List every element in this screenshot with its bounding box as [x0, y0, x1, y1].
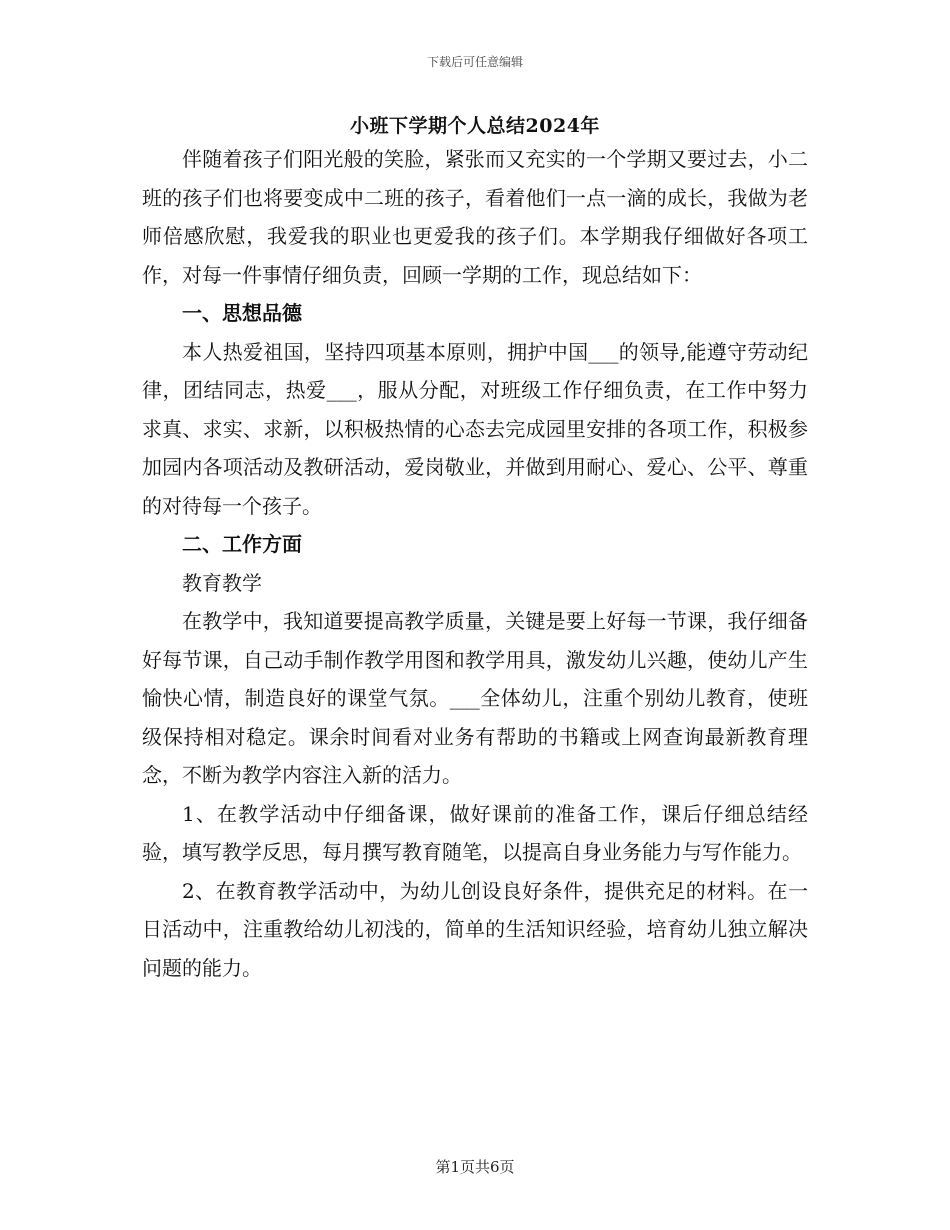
intro-paragraph: 伴随着孩子们阳光般的笑脸，紧张而又充实的一个学期又要过去，小二班的孩子们也将要变成中二班的孩子，看着他们一点一滴的成长，我做为老师倍感欣慰，我爱我的职业也更爱我的孩子们。本学期我仔细做好各项工作，对每一件事情仔细负责，回顾一学期的工作，现总结如下： — [142, 147, 808, 287]
ethics-paragraph: 本人热爱祖国，坚持四项基本原则，拥护中国___的领导,能遵守劳动纪律，团结同志，热爱___，服从分配，对班级工作仔细负责，在工作中努力求真、求实、求新，以积极热情的心态去完成园里安排的各项工作，积极参加园内各项活动及教研活动，爱岗敬业，并做到用耐心、爱心、公平、尊重的对待每一个孩子。 — [142, 339, 808, 518]
document-body — [142, 112, 808, 987]
list-item-2: 2、在教育教学活动中，为幼儿创设良好条件，提供充足的材料。在一日活动中，注重教给幼儿初浅的，简单的生活知识经验，培育幼儿独立解决问题的能力。 — [142, 878, 808, 980]
subheading-teaching: 教育教学 — [182, 570, 262, 595]
document-title: 小班下学期个人总结2024年 — [350, 115, 600, 137]
section-heading-work: 二、工作方面 — [182, 532, 302, 556]
list-item-1: 1、在教学活动中仔细备课，做好课前的准备工作，课后仔细总结经验，填写教学反思，每月撰写教育随笔，以提高自身业务能力与写作能力。 — [142, 801, 808, 864]
teaching-paragraph: 在教学中，我知道要提高教学质量，关键是要上好每一节课，我仔细备好每节课，自己动手制作教学用图和教学用具，激发幼儿兴趣，使幼儿产生愉快心情，制造良好的课堂气氛。___全体幼儿，注重个别幼儿教育，使班级保持相对稳定。课余时间看对业务有帮助的书籍或上网查询最新教育理念，不断为教学内容注入新的活力。 — [142, 609, 808, 787]
section-heading-ethics: 一、思想品德 — [182, 301, 302, 325]
header-note: 下载后可任意编辑 — [426, 55, 523, 69]
page-indicator: 第1页共6页 — [435, 1158, 515, 1176]
